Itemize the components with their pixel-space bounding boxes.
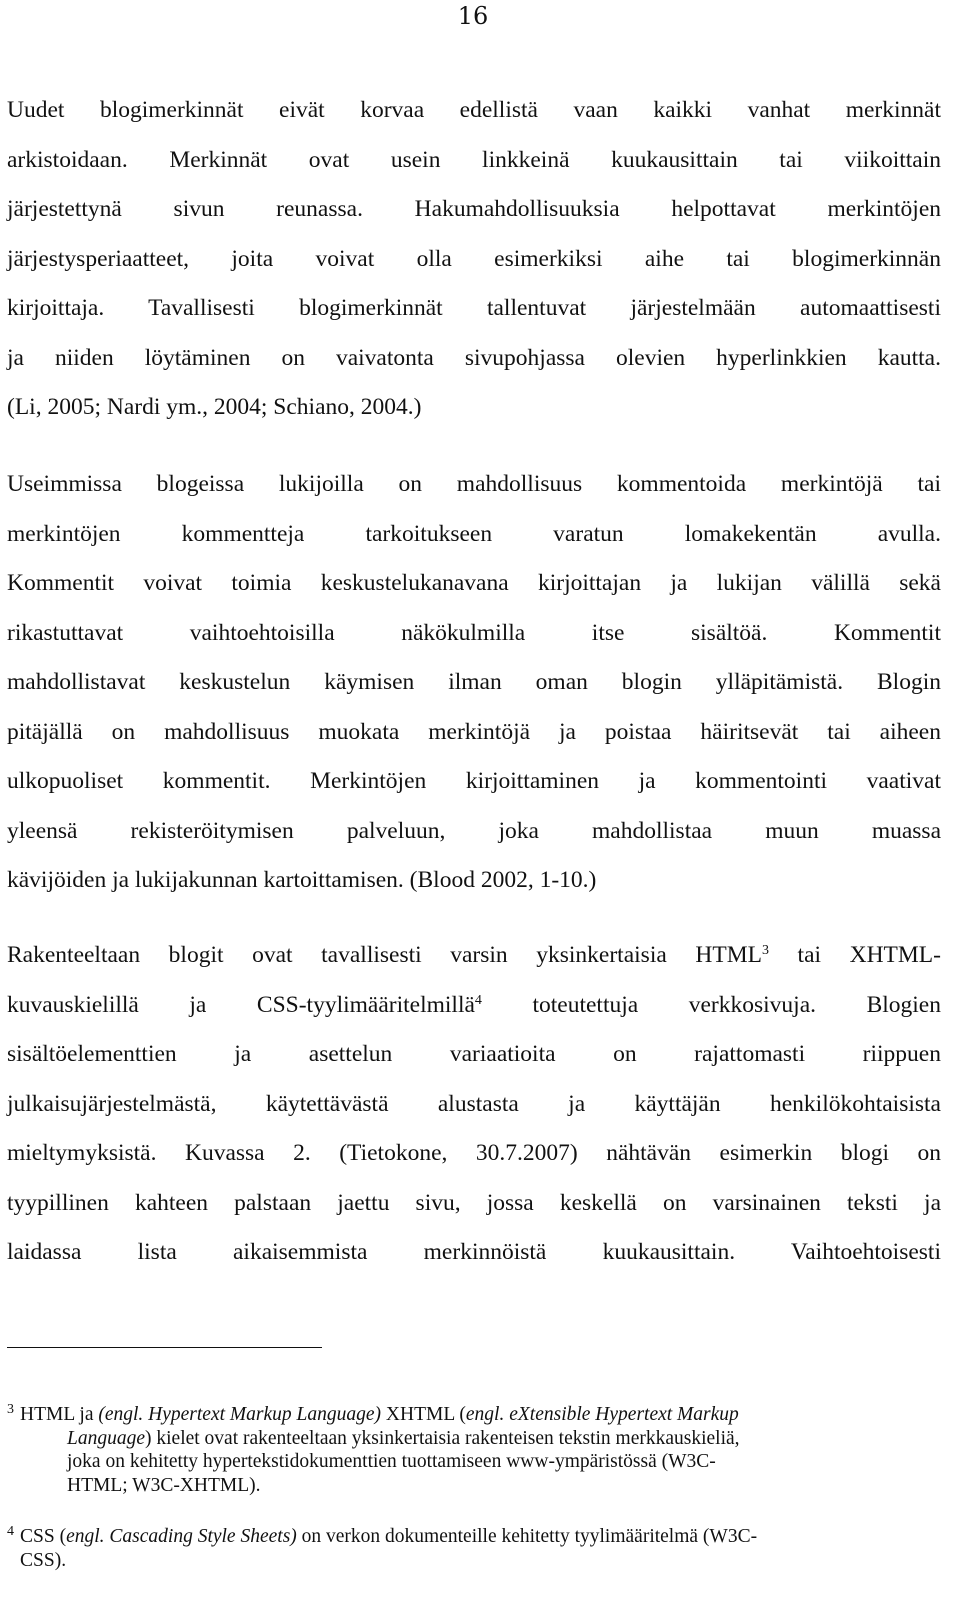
text-segment: (engl. Hypertext Markup Language)	[98, 1404, 382, 1425]
text-segment: engl. Cascading Style Sheets)	[66, 1526, 297, 1547]
paragraph-1	[7, 92, 941, 439]
text-line: tyypillinen kahteen palstaan jaettu sivu, jossa keskellä on varsinainen teksti ja	[7, 1189, 941, 1216]
text-segment: XHTML (	[381, 1404, 466, 1425]
text-line: merkintöjen kommentteja tarkoitukseen varatun lomakekentän avulla.	[7, 520, 941, 547]
footnote-line	[20, 1525, 940, 1549]
text-line: sisältöelementtien ja asettelun variaatioita on rajattomasti riippuen	[7, 1041, 941, 1067]
text-line: Useimmissa blogeissa lukijoilla on mahdollisuus kommentoida merkintöjä tai	[7, 471, 941, 497]
page-number: 16	[457, 2, 489, 30]
footnote-ref: 4	[474, 992, 482, 1008]
paragraph-3	[7, 937, 941, 1284]
footnote-ref: 3	[761, 943, 769, 958]
text-segment: Language	[67, 1427, 145, 1449]
footnote-3	[0, 1403, 940, 1497]
text-line: laidassa lista aikaisemmista merkinnöistä kuukausittain. Vaihtoehtoisesti	[7, 1239, 941, 1265]
footnote-4	[0, 1525, 940, 1572]
text-segment: engl. eXtensible Hypertext Markup	[465, 1404, 739, 1425]
text-segment: ) kielet ovat rakenteeltaan yksinkertaisia rakenteisen tekstin merkkauskieliä,	[145, 1427, 740, 1449]
text-line: järjestettynä sivun reunassa. Hakumahdollisuuksia helpottavat merkintöjen	[7, 196, 941, 222]
paragraph-2	[7, 466, 941, 912]
text-line: arkistoidaan. Merkinnät ovat usein linkkeinä kuukausittain tai viikoittain	[7, 146, 941, 173]
text-line	[7, 937, 941, 987]
text-segment: tai XHTML-	[768, 942, 941, 968]
footnote-mark: 3	[7, 1402, 14, 1417]
text-segment: kuvauskielillä ja CSS-tyylimääritelmillä	[7, 991, 475, 1018]
footnote-mark: 4	[7, 1524, 14, 1539]
text-segment: Rakenteeltaan blogit ovat tavallisesti varsin yksinkertaisia HTML	[7, 942, 762, 968]
text-line: julkaisujärjestelmästä, käytettävästä alustasta ja käyttäjän henkilökohtaisista	[7, 1090, 941, 1117]
text-segment: HTML ja	[20, 1404, 99, 1425]
text-line: järjestysperiaatteet, joita voivat olla esimerkiksi aihe tai blogimerkinnän	[7, 245, 941, 272]
footnote-line: HTML; W3C-XHTML).	[67, 1474, 261, 1496]
text-line: ja niiden löytäminen on vaivatonta sivupohjassa olevien hyperlinkkien kautta.	[7, 344, 941, 371]
text-line: rikastuttavat vaihtoehtoisilla näkökulmilla itse sisältöä. Kommentit	[7, 619, 941, 646]
text-line: yleensä rekisteröitymisen palveluun, joka mahdollistaa muun muassa	[7, 817, 941, 844]
text-segment: CSS (	[20, 1526, 67, 1547]
text-line: kävijöiden ja lukijakunnan kartoittamisen. (Blood 2002, 1-10.)	[7, 867, 597, 893]
text-line: pitäjällä on mahdollisuus muokata merkintöjä ja poistaa häiritsevät tai aiheen	[7, 718, 941, 745]
text-segment: toteutettuja verkkosivuja. Blogien	[481, 991, 941, 1018]
footnote-body	[0, 1403, 940, 1497]
text-line: Kommentit voivat toimia keskustelukanavana kirjoittajan ja lukijan välillä sekä	[7, 570, 941, 596]
text-segment: on verkon dokumenteille kehitetty tyylimääritelmä (W3C-	[296, 1526, 758, 1547]
text-line: kirjoittaja. Tavallisesti blogimerkinnät tallentuvat järjestelmään automaattisesti	[7, 295, 941, 321]
footnote-line: joka on kehitetty hypertekstidokumenttien tuottamiseen www-ympäristössä (W3C-	[67, 1451, 716, 1472]
footnote-line: CSS).	[20, 1549, 67, 1571]
text-line: mahdollistavat keskustelun käymisen ilman oman blogin ylläpitämistä. Blogin	[7, 669, 941, 695]
text-line	[7, 987, 941, 1037]
footnote-line	[20, 1403, 940, 1427]
text-line: mieltymyksistä. Kuvassa 2. (Tietokone, 30.7.2007) nähtävän esimerkin blogi on	[7, 1140, 941, 1166]
text-line: Uudet blogimerkinnät eivät korvaa edellistä vaan kaikki vanhat merkinnät	[7, 97, 941, 123]
footnote-body	[0, 1525, 940, 1572]
footnote-line	[67, 1427, 940, 1451]
text-line: ulkopuoliset kommentit. Merkintöjen kirjoittaminen ja kommentointi vaativat	[7, 768, 941, 794]
footnote-separator	[7, 1347, 322, 1348]
text-line: (Li, 2005; Nardi ym., 2004; Schiano, 2004.)	[7, 394, 422, 420]
